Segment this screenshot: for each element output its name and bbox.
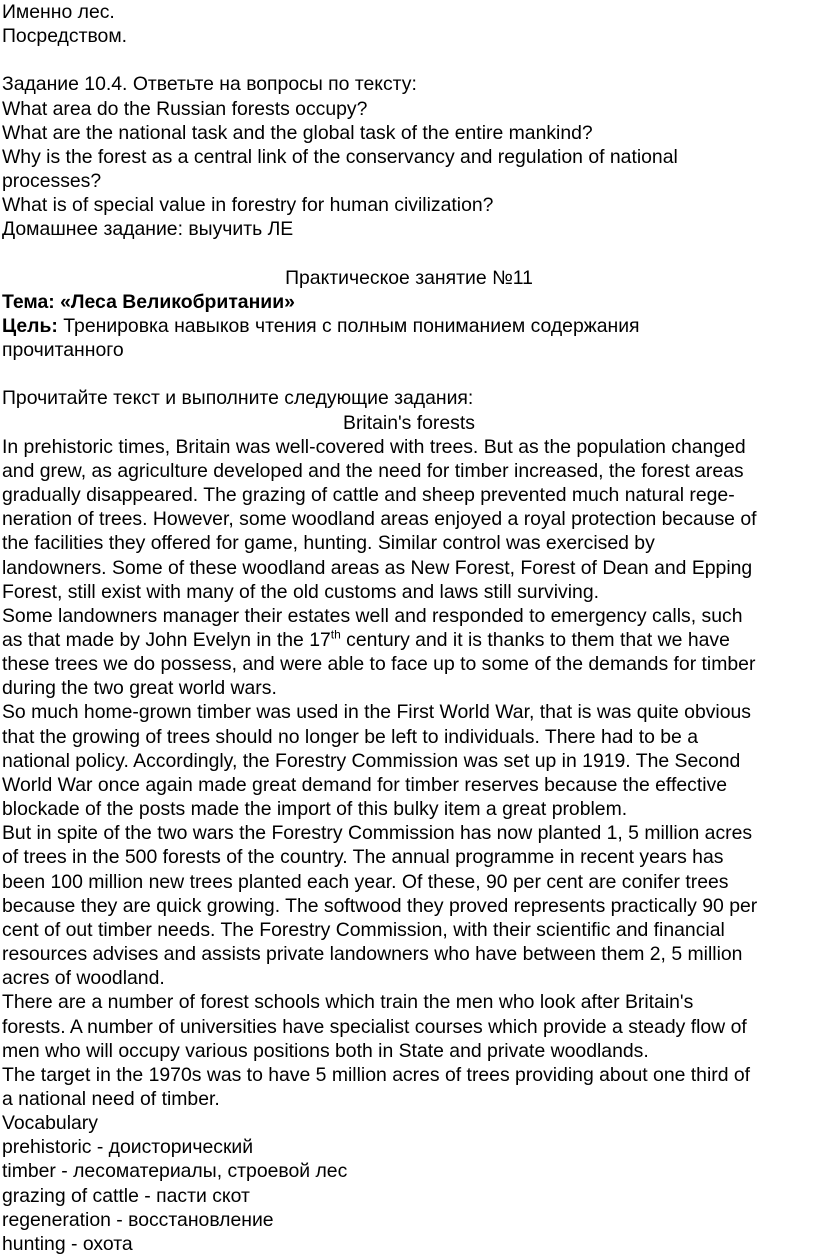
goal-line-cont: прочитанного bbox=[2, 339, 124, 362]
text-line: There are a number of forest schools which train the men who look after Britain's bbox=[2, 991, 694, 1014]
vocabulary-item: grazing of cattle - пасти скот bbox=[2, 1184, 250, 1207]
spacer bbox=[2, 362, 816, 386]
text-line: Forest, still exist with many of the old customs and laws still surviving. bbox=[2, 580, 600, 603]
evelyn-after: century and it is thanks to them that we have bbox=[340, 629, 730, 652]
goal-label: Цель: bbox=[2, 315, 58, 337]
text-line-evelyn bbox=[2, 628, 816, 652]
century-superscript: th bbox=[330, 627, 341, 642]
text-line: So much home-grown timber was used in the First World War, that is was quite obvious bbox=[2, 701, 752, 724]
homework: Домашнее задание: выучить ЛЕ bbox=[2, 218, 294, 241]
question-2: What are the national task and the global task of the entire mankind? bbox=[2, 121, 593, 144]
vocabulary-item: timber - лесоматериалы, строевой лес bbox=[2, 1160, 348, 1183]
question-3: Why is the forest as a central link of the conservancy and regulation of national bbox=[2, 145, 678, 168]
spacer bbox=[2, 48, 816, 72]
goal-text: Тренировка навыков чтения с полным пониманием содержания bbox=[63, 315, 640, 337]
text-line: In prehistoric times, Britain was well-covered with trees. But as the population changed bbox=[2, 435, 746, 458]
text-line: during the two great world wars. bbox=[2, 677, 277, 700]
text-title: Britain's forests bbox=[343, 411, 475, 434]
vocabulary-item: regeneration - восстановление bbox=[2, 1208, 274, 1231]
goal-line bbox=[2, 314, 816, 338]
instruction: Прочитайте текст и выполните следующие задания: bbox=[2, 387, 474, 410]
text-line: gradually disappeared. The grazing of cattle and sheep prevented much natural rege- bbox=[2, 484, 735, 507]
text-line: World War once again made great demand for timber reserves because the effective bbox=[2, 773, 728, 796]
text-line: of trees in the 500 forests of the country. The annual programme in recent years has bbox=[2, 846, 724, 869]
spacer bbox=[2, 242, 816, 266]
text-line: these trees we do possess, and were able to face up to some of the demands for timber bbox=[2, 653, 756, 676]
task-heading: Задание 10.4. Ответьте на вопросы по тексту: bbox=[2, 73, 417, 96]
text-line: that the growing of trees should no longer be left to individuals. There had to be a bbox=[2, 725, 699, 748]
text-line: a national need of timber. bbox=[2, 1087, 220, 1110]
reading-text bbox=[2, 435, 816, 1111]
text-line: the facilities they offered for game, hunting. Similar control was exercised by bbox=[2, 532, 655, 555]
text-line: been 100 million new trees planted each year. Of these, 90 per cent are conifer trees bbox=[2, 870, 729, 893]
text-line: The target in the 1970s was to have 5 million acres of trees providing about one third of bbox=[2, 1063, 751, 1086]
intro-line-2: Посредством. bbox=[2, 25, 128, 48]
text-line: neration of trees. However, some woodland areas enjoyed a royal protection because of bbox=[2, 508, 757, 531]
text-line: cent of out timber needs. The Forestry Commission, with their scientific and financial bbox=[2, 918, 725, 941]
intro-line-1: Именно лес. bbox=[2, 1, 115, 23]
text-line: national policy. Accordingly, the Forestry Commission was set up in 1919. The Second bbox=[2, 749, 741, 772]
text-line: and grew, as agriculture developed and the need for timber increased, the forest areas bbox=[2, 459, 744, 482]
vocabulary-item: hunting - охота bbox=[2, 1232, 133, 1255]
text-line: But in spite of the two wars the Forestry Commission has now planted 1, 5 million acres bbox=[2, 822, 753, 845]
text-line: resources advises and assists private landowners who have between them 2, 5 million bbox=[2, 943, 743, 966]
question-3-cont: processes? bbox=[2, 170, 102, 193]
question-4: What is of special value in forestry for human civilization? bbox=[2, 194, 494, 217]
evelyn-before: as that made by John Evelyn in the 17 bbox=[2, 629, 331, 652]
vocabulary-heading: Vocabulary bbox=[2, 1112, 98, 1135]
text-line: acres of woodland. bbox=[2, 967, 165, 990]
topic-value: «Леса Великобритании» bbox=[60, 290, 295, 313]
vocabulary-item: prehistoric - доисторический bbox=[2, 1136, 254, 1159]
text-line: blockade of the posts made the import of this bulky item a great problem. bbox=[2, 798, 628, 821]
topic-label: Тема: bbox=[2, 290, 55, 313]
topic-line bbox=[2, 290, 816, 314]
text-line: men who will occupy various positions both in State and private woodlands. bbox=[2, 1039, 649, 1062]
text-line: because they are quick growing. The softwood they proved represents practically 90 per bbox=[2, 894, 758, 917]
lesson-title: Практическое занятие №11 bbox=[285, 266, 533, 289]
question-1: What area do the Russian forests occupy? bbox=[2, 97, 368, 120]
text-line: forests. A number of universities have specialist courses which provide a steady flow of bbox=[2, 1015, 747, 1038]
text-line: Some landowners manager their estates well and responded to emergency calls, such bbox=[2, 604, 743, 627]
text-line: landowners. Some of these woodland areas as New Forest, Forest of Dean and Epping bbox=[2, 556, 753, 579]
